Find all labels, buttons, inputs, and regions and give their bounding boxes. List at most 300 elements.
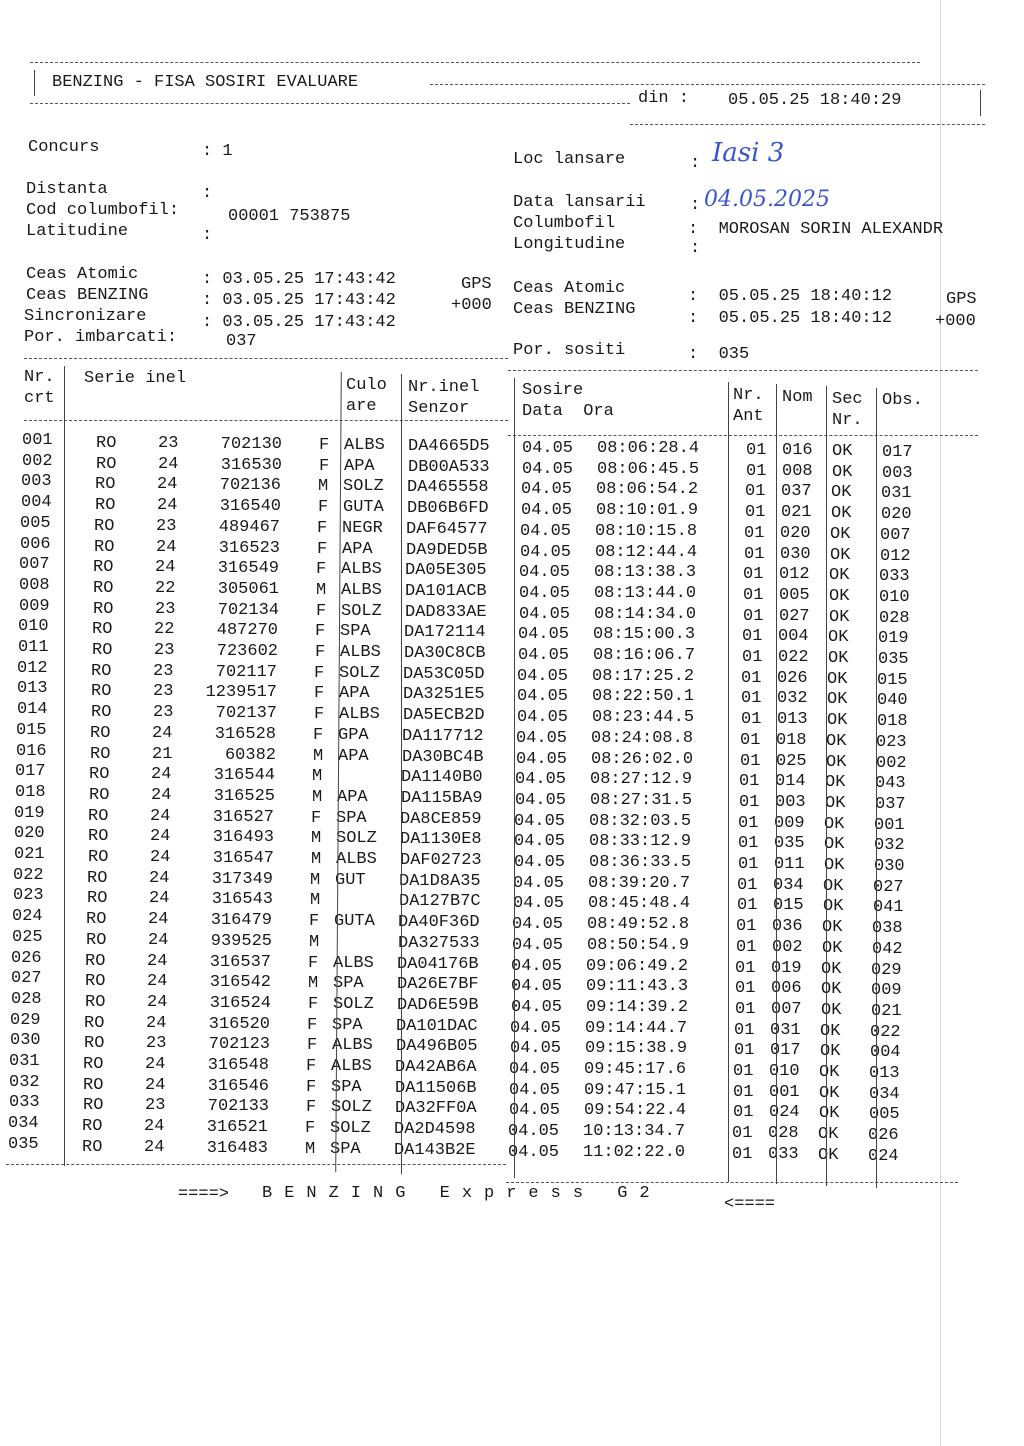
row-sensor: DA1140B0 [401, 768, 483, 788]
row-year: 24 [151, 785, 172, 805]
header-left-bar [34, 70, 35, 96]
row-nr-ant: 01 [739, 792, 760, 812]
row-sensor: DA30BC4B [402, 747, 484, 767]
row-color: SOLZ [333, 994, 374, 1014]
row-time: 08:12:44.4 [595, 542, 698, 562]
col-sep-nom [776, 384, 777, 1184]
row-sex: F [317, 518, 328, 538]
row-sex: F [315, 643, 326, 662]
row-country: RO [91, 661, 112, 681]
columbofil-value: : MOROSAN SORIN ALEXANDR [688, 220, 944, 239]
row-color: SPA [331, 1077, 362, 1097]
row-time: 11:02:22.0 [583, 1142, 686, 1162]
row-obs: 009 [871, 981, 902, 1001]
table-header-bottom-rule-right [508, 435, 978, 436]
row-nom: 012 [779, 565, 810, 585]
row-color: SPA [332, 1015, 363, 1035]
header-top-rule [30, 62, 920, 63]
cod-columbofil-label: Cod columbofil: [26, 201, 180, 220]
row-sec: OK [829, 607, 850, 627]
row-country: RO [88, 806, 109, 826]
din-label: din : [638, 89, 690, 108]
row-sex: F [306, 1057, 317, 1076]
row-nr: 005 [20, 513, 51, 533]
row-nom: 014 [775, 772, 806, 792]
row-time: 08:06:28.4 [597, 439, 700, 458]
row-date: 04.05 [522, 459, 574, 479]
row-sec: OK [821, 959, 842, 979]
row-nr: 031 [9, 1052, 40, 1071]
row-sec: OK [822, 938, 843, 958]
row-country: RO [83, 1096, 104, 1116]
row-sex: M [309, 932, 320, 952]
row-nom: 037 [781, 482, 812, 502]
row-obs: 001 [874, 815, 905, 835]
row-date: 04.05 [519, 604, 571, 624]
row-time: 09:47:15.1 [584, 1080, 687, 1100]
row-sex: F [316, 560, 327, 580]
row-nr: 035 [8, 1134, 39, 1154]
row-country: RO [95, 496, 116, 516]
row-year: 23 [153, 703, 174, 723]
row-color: NEGR [342, 518, 383, 538]
row-sex: F [314, 663, 325, 683]
row-nr-ant: 01 [738, 855, 759, 874]
row-nom: 030 [780, 544, 811, 564]
row-nr-ant: 01 [733, 1103, 754, 1123]
row-sensor: DA3251E5 [403, 685, 485, 705]
row-date: 04.05 [515, 770, 567, 790]
row-sex: F [307, 1036, 318, 1056]
col-sosire-line1: Sosire [522, 381, 584, 400]
row-year: 24 [157, 475, 178, 495]
row-nr-ant: 01 [745, 482, 766, 502]
row-sec: OK [831, 504, 852, 524]
row-obs: 019 [878, 629, 909, 649]
row-ring-number: 316525 [213, 786, 275, 806]
footer-arrow-right: <==== [724, 1195, 776, 1214]
row-date: 04.05 [511, 956, 563, 976]
row-obs: 007 [880, 525, 911, 545]
row-date: 04.05 [516, 728, 568, 748]
row-sec: OK [821, 980, 842, 1000]
row-sensor: DA4665D5 [408, 437, 490, 456]
row-year: 24 [147, 992, 168, 1012]
row-nr-ant: 01 [738, 813, 759, 833]
row-date: 04.05 [509, 1080, 561, 1100]
row-sensor: DB06B6FD [407, 499, 489, 519]
row-ring-number: 316521 [206, 1118, 268, 1138]
row-ring-number: 1239517 [205, 683, 277, 703]
row-year: 24 [145, 1075, 166, 1095]
row-nr: 025 [12, 927, 43, 947]
row-sec: OK [821, 1000, 842, 1020]
row-year: 24 [156, 537, 177, 557]
footer-title: BENZING Express G2 [262, 1184, 662, 1203]
row-nom: 001 [769, 1082, 800, 1102]
row-color: ALBS [333, 953, 374, 973]
row-obs: 015 [877, 670, 908, 690]
ceas-benzing-label-right: Ceas BENZING [513, 300, 636, 319]
loc-lansare-handwritten: Iasi 3 [712, 138, 785, 168]
row-obs: 027 [873, 877, 904, 897]
row-nr: 014 [17, 700, 48, 720]
row-ring-number: 316549 [217, 559, 279, 579]
row-time: 08:32:03.5 [589, 811, 692, 831]
row-nr-ant: 01 [733, 1062, 754, 1081]
row-sec: OK [824, 814, 845, 834]
row-country: RO [94, 537, 115, 557]
row-obs: 020 [881, 505, 912, 525]
row-nr: 018 [15, 782, 46, 802]
row-obs: 002 [876, 753, 907, 773]
row-nr: 015 [16, 720, 47, 740]
row-sec: OK [827, 669, 848, 689]
row-nom: 022 [778, 648, 809, 667]
row-color: GUTA [343, 498, 384, 518]
row-sec: OK [825, 793, 846, 813]
row-obs: 040 [877, 691, 908, 711]
col-nr-ant-line1: Nr. [733, 386, 764, 405]
row-nr: 030 [10, 1031, 41, 1051]
row-obs: 028 [879, 608, 910, 628]
row-nr: 009 [19, 596, 50, 616]
row-country: RO [90, 744, 111, 764]
row-year: 24 [149, 868, 170, 888]
row-year: 23 [154, 641, 175, 660]
row-time: 08:50:54.9 [587, 935, 690, 955]
row-color: SPA [333, 974, 364, 994]
row-sensor: DA101DAC [396, 1016, 478, 1036]
row-nr: 032 [9, 1072, 40, 1092]
row-sec: OK [827, 690, 848, 710]
row-obs: 030 [874, 857, 905, 876]
row-obs: 038 [872, 919, 903, 939]
row-color: SOLZ [331, 1098, 372, 1118]
por-sositi-value: : 035 [688, 345, 750, 364]
row-sensor: DA42AB6A [395, 1058, 477, 1077]
row-sec: OK [819, 1083, 840, 1103]
row-sex: M [308, 974, 319, 994]
por-imbarcati-label: Por. imbarcati: [24, 328, 178, 347]
row-obs: 037 [875, 794, 906, 814]
row-ring-number: 316493 [212, 828, 274, 848]
row-year: 24 [148, 910, 169, 930]
row-ring-number: 316544 [213, 766, 275, 786]
ceas-benzing-value-right: : 05.05.25 18:40:12 [688, 309, 893, 328]
row-obs: 017 [882, 443, 913, 462]
row-sec: OK [820, 1042, 841, 1062]
row-sensor: DA8CE859 [400, 809, 482, 829]
row-sensor: DA1D8A35 [399, 871, 481, 891]
row-ring-number: 317349 [211, 869, 273, 889]
row-obs: 026 [868, 1126, 899, 1146]
row-nom: 009 [774, 813, 805, 833]
row-obs: 004 [870, 1043, 901, 1063]
cod-columbofil-value: 00001 753875 [228, 207, 351, 226]
row-country: RO [86, 910, 107, 930]
table-header-top-rule-left [24, 358, 508, 359]
row-nr-ant: 01 [739, 772, 760, 792]
row-country: RO [91, 682, 112, 702]
row-obs: 024 [868, 1146, 899, 1166]
row-nom: 024 [769, 1103, 800, 1123]
row-sex: F [319, 436, 330, 455]
row-time: 08:23:44.5 [592, 708, 695, 728]
row-time: 08:36:33.5 [589, 853, 692, 872]
distanta-colon: : [202, 184, 213, 203]
row-year: 24 [147, 951, 168, 971]
row-nr: 004 [21, 493, 52, 513]
row-ring-number: 316540 [219, 497, 281, 517]
row-ring-number: 316530 [220, 455, 282, 475]
row-obs: 012 [880, 546, 911, 566]
header-right-bar [980, 90, 981, 116]
row-year: 24 [150, 848, 171, 867]
row-country: RO [83, 1075, 104, 1095]
row-ring-number: 316527 [212, 807, 274, 827]
ceas-benzing-suffix-left: +000 [451, 296, 492, 315]
data-lansarii-label: Data lansarii [513, 193, 646, 212]
distanta-label: Distanta [26, 180, 108, 199]
row-sex: M [310, 891, 321, 911]
row-country: RO [84, 1034, 105, 1054]
col-sep-senzor [401, 374, 402, 1174]
row-obs: 033 [879, 567, 910, 587]
row-sensor: DA172114 [404, 623, 486, 643]
row-nr-ant: 01 [746, 461, 767, 481]
row-sensor: DA127B7C [399, 892, 481, 912]
row-date: 04.05 [518, 625, 570, 645]
row-ring-number: 60382 [224, 745, 276, 765]
row-date: 04.05 [511, 977, 563, 997]
row-nr: 019 [14, 803, 45, 823]
col-nr-line1: Nr. [24, 368, 55, 387]
row-nr-ant: 01 [746, 441, 767, 460]
col-culoare-line2: are [346, 397, 377, 416]
row-obs: 022 [870, 1022, 901, 1042]
row-sec: OK [823, 897, 844, 917]
row-nr-ant: 01 [744, 523, 765, 543]
ceas-atomic-suffix-left: GPS [461, 275, 492, 294]
row-time: 08:27:12.9 [590, 770, 693, 790]
table-bottom-rule-right [506, 1182, 958, 1183]
row-time: 08:22:50.1 [592, 687, 695, 707]
row-year: 24 [155, 558, 176, 578]
row-nom: 010 [769, 1062, 800, 1081]
row-obs: 035 [878, 650, 909, 669]
row-nom: 018 [776, 730, 807, 750]
row-nr-ant: 01 [733, 1082, 754, 1102]
row-ring-number: 723602 [216, 642, 278, 661]
row-sensor: DA30C8CB [404, 644, 486, 663]
row-year: 24 [144, 1117, 165, 1137]
row-sensor: DA26E7BF [397, 975, 479, 995]
row-country: RO [86, 930, 107, 950]
row-nom: 021 [781, 503, 812, 523]
col-senzor-line1: Nr.inel [408, 378, 480, 397]
row-country: RO [84, 1013, 105, 1033]
row-nom: 015 [773, 896, 804, 916]
row-year: 21 [152, 744, 173, 764]
row-sex: F [306, 1098, 317, 1118]
row-sensor: DA101ACB [405, 581, 487, 601]
row-sensor: DA32FF0A [395, 1099, 477, 1119]
row-sex: M [312, 767, 323, 787]
row-time: 08:27:31.5 [590, 790, 693, 810]
row-country: RO [87, 868, 108, 888]
row-nr-ant: 01 [742, 627, 763, 647]
columbofil-label: Columbofil [513, 214, 616, 233]
row-sex: M [310, 870, 321, 890]
row-nr-ant: 01 [734, 1020, 755, 1040]
row-sensor: DA496B05 [396, 1037, 478, 1057]
row-ring-number: 316546 [207, 1076, 269, 1096]
row-time: 08:10:15.8 [595, 521, 698, 541]
row-sensor: DA117712 [402, 726, 484, 746]
row-sensor: DA2D4598 [394, 1120, 476, 1140]
row-year: 23 [155, 599, 176, 619]
row-time: 08:49:52.8 [587, 915, 690, 935]
row-nr-ant: 01 [743, 585, 764, 605]
row-country: RO [96, 434, 117, 453]
row-country: RO [82, 1117, 103, 1137]
row-nr-ant: 01 [740, 751, 761, 771]
col-sep-sec [826, 386, 827, 1186]
row-year: 23 [158, 434, 179, 453]
row-obs: 023 [876, 732, 907, 752]
row-color: APA [344, 456, 375, 476]
row-nr: 013 [17, 679, 48, 699]
row-sensor: DA40F36D [398, 913, 480, 933]
row-nr-ant: 01 [735, 999, 756, 1019]
row-sex: F [314, 705, 325, 725]
header-mid-rule [430, 84, 985, 85]
row-date: 04.05 [519, 583, 571, 603]
row-sex: M [305, 1139, 316, 1159]
row-time: 08:13:44.0 [594, 583, 697, 603]
row-time: 10:13:34.7 [583, 1122, 686, 1142]
row-nom: 027 [779, 606, 810, 626]
row-nr: 022 [13, 865, 44, 885]
row-time: 08:15:00.3 [593, 625, 696, 645]
row-date: 04.05 [508, 1122, 560, 1142]
col-sep-sosire [514, 378, 515, 1178]
row-nr: 026 [11, 948, 42, 968]
row-sec: OK [822, 918, 843, 938]
sincronizare-value: : 03.05.25 17:43:42 [202, 313, 396, 332]
col-sec-line2: Nr. [832, 411, 863, 430]
row-date: 04.05 [509, 1101, 561, 1121]
row-nom: 006 [771, 979, 802, 999]
row-nom: 036 [772, 917, 803, 937]
row-nr-ant: 01 [745, 503, 766, 523]
row-color: SPA [330, 1139, 361, 1159]
report-title: BENZING - FISA SOSIRI EVALUARE [52, 73, 359, 92]
row-sex: M [316, 580, 327, 600]
row-ring-number: 702134 [217, 600, 279, 620]
data-lansarii-handwritten: 04.05.2025 [704, 187, 830, 212]
row-time: 09:14:39.2 [586, 997, 689, 1017]
row-year: 24 [158, 454, 179, 474]
col-obs: Obs. [882, 391, 923, 410]
latitudine-label: Latitudine [26, 222, 129, 241]
row-sex: F [314, 684, 325, 704]
row-nom: 035 [774, 834, 805, 854]
col-sep-nr [64, 366, 65, 1166]
row-year: 23 [156, 516, 177, 536]
row-nom: 034 [773, 875, 804, 895]
row-color: APA [337, 787, 368, 807]
row-nr: 002 [22, 451, 53, 471]
row-time: 08:14:34.0 [594, 604, 697, 624]
row-nom: 019 [771, 958, 802, 978]
row-nom: 028 [768, 1124, 799, 1144]
row-year: 24 [144, 1137, 165, 1157]
table-bottom-rule-left [6, 1164, 506, 1165]
row-sec: OK [829, 586, 850, 606]
row-nr: 008 [19, 575, 50, 595]
row-color: SPA [336, 808, 367, 828]
row-date: 04.05 [510, 1018, 562, 1038]
row-color: ALBS [341, 580, 382, 600]
row-date: 04.05 [520, 521, 572, 541]
row-country: RO [91, 703, 112, 723]
row-nr-ant: 01 [732, 1144, 753, 1164]
row-sex: F [307, 1015, 318, 1035]
row-nom: 026 [777, 668, 808, 688]
row-nr-ant: 01 [742, 648, 763, 667]
row-color: SOLZ [330, 1119, 371, 1139]
row-year: 24 [152, 723, 173, 743]
row-color: ALBS [336, 850, 377, 869]
col-nom: Nom [782, 388, 813, 407]
row-nr: 007 [19, 555, 50, 575]
row-sensor: DAF02723 [400, 851, 482, 870]
ceas-atomic-value-right: : 05.05.25 18:40:12 [688, 287, 893, 306]
row-time: 08:24:08.8 [591, 728, 694, 748]
row-ring-number: 316537 [209, 952, 271, 972]
row-sec: OK [823, 876, 844, 896]
row-nom: 007 [771, 999, 802, 1019]
row-obs: 018 [877, 712, 908, 732]
row-color: ALBS [344, 436, 385, 455]
row-ring-number: 702117 [215, 662, 277, 682]
row-nr-ant: 01 [743, 565, 764, 585]
row-date: 04.05 [512, 915, 564, 935]
row-color: ALBS [331, 1057, 372, 1076]
row-date: 04.05 [512, 935, 564, 955]
row-nr-ant: 01 [741, 689, 762, 709]
row-color: SOLZ [343, 477, 384, 497]
row-nr: 028 [11, 989, 42, 1009]
row-nr-ant: 01 [738, 834, 759, 854]
row-time: 08:13:38.3 [594, 563, 697, 583]
row-year: 23 [145, 1096, 166, 1116]
row-time: 08:16:06.7 [593, 646, 696, 665]
row-nr-ant: 01 [736, 937, 757, 957]
row-ring-number: 316547 [212, 849, 274, 868]
row-ring-number: 316483 [206, 1138, 268, 1158]
row-sensor: DA1130E8 [400, 830, 482, 850]
row-sensor: DA465558 [407, 478, 489, 498]
row-date: 04.05 [522, 439, 574, 458]
row-year: 23 [153, 661, 174, 681]
row-sec: OK [818, 1145, 839, 1165]
row-obs: 032 [874, 836, 905, 856]
row-nr-ant: 01 [735, 958, 756, 978]
row-sex: F [319, 456, 330, 476]
